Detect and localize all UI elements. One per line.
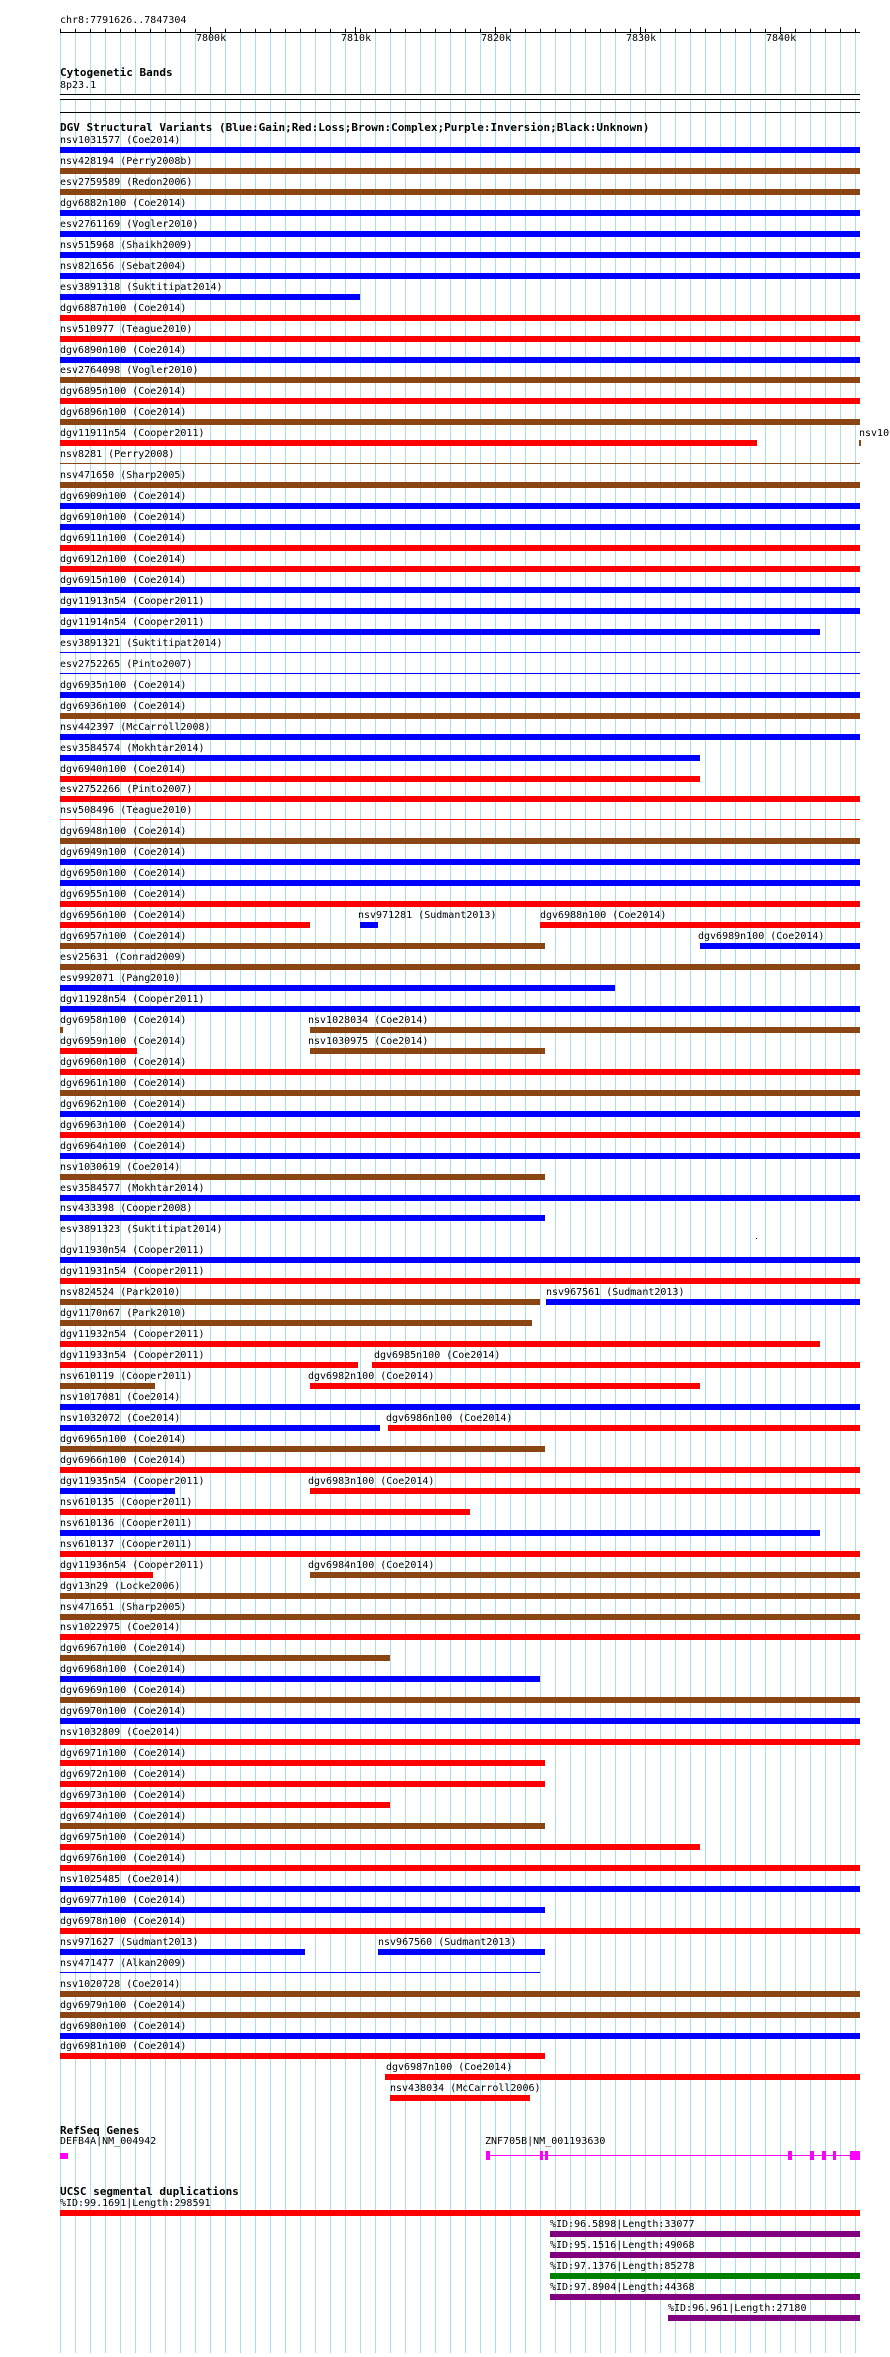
sv-bar[interactable] <box>60 673 860 674</box>
sv-label: nsv824524 (Park2010) <box>60 1287 181 1298</box>
sv-bar[interactable] <box>60 1907 545 1913</box>
sv-label: dgv6955n100 (Coe2014) <box>60 889 187 900</box>
sv-label: nsv610136 (Cooper2011) <box>60 1518 193 1529</box>
sv-label: dgv6967n100 (Coe2014) <box>60 1643 187 1654</box>
sv-label: nsv610137 (Cooper2011) <box>60 1539 193 1550</box>
sv-bar[interactable] <box>60 419 860 425</box>
sv-label: dgv6987n100 (Coe2014) <box>386 2062 513 2073</box>
segdup-label: %ID:97.1376|Length:85278 <box>550 2261 695 2272</box>
ruler-minor-tick <box>435 29 436 33</box>
sv-bar[interactable] <box>546 1299 860 1305</box>
sv-label: dgv6915n100 (Coe2014) <box>60 575 187 586</box>
sv-label: nsv471650 (Sharp2005) <box>60 470 187 481</box>
sv-label: nsv1017081 (Coe2014) <box>60 1392 181 1403</box>
sv-label: dgv6989n100 (Coe2014) <box>698 931 825 942</box>
cytoband-label: 8p23.1 <box>60 80 97 91</box>
sv-bar[interactable] <box>60 1132 860 1138</box>
sv-bar[interactable] <box>310 1383 700 1389</box>
sv-bar[interactable] <box>60 189 860 195</box>
sv-label: dgv6984n100 (Coe2014) <box>308 1560 435 1571</box>
sv-bar[interactable] <box>60 315 860 321</box>
sv-label: dgv11911n54 (Cooper2011) <box>60 428 205 439</box>
sv-label: nsv610119 (Cooper2011) <box>60 1371 193 1382</box>
sv-bar[interactable] <box>756 1238 757 1239</box>
cytoband-bar <box>60 94 860 100</box>
sv-label: dgv6979n100 (Coe2014) <box>60 2000 187 2011</box>
sv-bar[interactable] <box>60 734 860 740</box>
sv-label: nsv438034 (McCarroll2006) <box>390 2083 541 2094</box>
sv-label: dgv6935n100 (Coe2014) <box>60 680 187 691</box>
ruler-minor-tick <box>660 29 661 33</box>
sv-label: nsv428194 (Perry2008b) <box>60 156 193 167</box>
ruler-tick-label: 7830k <box>626 33 657 44</box>
sv-label: dgv6960n100 (Coe2014) <box>60 1057 187 1068</box>
sv-bar[interactable] <box>60 336 860 342</box>
ruler-minor-tick <box>315 29 316 33</box>
sv-label: dgv6940n100 (Coe2014) <box>60 764 187 775</box>
gene-exon <box>540 2151 543 2160</box>
gene-exon <box>788 2151 792 2160</box>
sv-label: nsv1032809 (Coe2014) <box>60 1727 181 1738</box>
ruler-minor-tick <box>705 29 706 33</box>
sv-label: dgv6980n100 (Coe2014) <box>60 2021 187 2032</box>
sv-bar[interactable] <box>60 652 860 653</box>
segdup-label: %ID:95.1516|Length:49068 <box>550 2240 695 2251</box>
sv-label: nsv1030619 (Coe2014) <box>60 1162 181 1173</box>
sv-label: nsv8281 (Perry2008) <box>60 449 175 460</box>
sv-label: dgv6986n100 (Coe2014) <box>386 1413 513 1424</box>
sv-label: dgv6973n100 (Coe2014) <box>60 1790 187 1801</box>
sv-bar[interactable] <box>60 880 860 886</box>
sv-bar[interactable] <box>60 1802 390 1808</box>
sv-label: esv3584574 (Mokhtar2014) <box>60 743 205 754</box>
sv-bar[interactable] <box>60 1174 545 1180</box>
ruler-tick-label: 7820k <box>481 33 512 44</box>
sv-label: dgv6909n100 (Coe2014) <box>60 491 187 502</box>
sv-bar[interactable] <box>60 1195 860 1201</box>
sv-bar[interactable] <box>60 545 860 551</box>
sv-bar[interactable] <box>60 964 860 970</box>
sv-label: dgv6970n100 (Coe2014) <box>60 1706 187 1717</box>
sv-bar[interactable] <box>60 210 860 216</box>
sv-bar[interactable] <box>390 2095 530 2101</box>
ruler-minor-tick <box>855 29 856 33</box>
segdup-bar[interactable] <box>668 2315 860 2321</box>
sv-label: nsv1025485 (Coe2014) <box>60 1874 181 1885</box>
cytoband-track-title: Cytogenetic Bands <box>60 66 173 79</box>
sv-label: esv2752266 (Pinto2007) <box>60 784 193 795</box>
ruler-minor-tick <box>675 29 676 33</box>
sv-label: dgv6882n100 (Coe2014) <box>60 198 187 209</box>
sv-label: nsv1022975 (Coe2014) <box>60 1622 181 1633</box>
ruler-minor-tick <box>405 29 406 33</box>
sv-label: dgv11928n54 (Cooper2011) <box>60 994 205 1005</box>
sv-label: dgv6956n100 (Coe2014) <box>60 910 187 921</box>
sv-label: dgv6962n100 (Coe2014) <box>60 1099 187 1110</box>
sv-label: dgv6982n100 (Coe2014) <box>308 1371 435 1382</box>
sv-label: dgv13n29 (Locke2006) <box>60 1581 181 1592</box>
sv-bar[interactable] <box>60 1551 860 1557</box>
sv-label: dgv6887n100 (Coe2014) <box>60 303 187 314</box>
ruler-minor-tick <box>450 29 451 33</box>
sv-label: dgv6975n100 (Coe2014) <box>60 1832 187 1843</box>
sv-label: nsv1020728 (Coe2014) <box>60 1979 181 1990</box>
sv-bar[interactable] <box>60 713 860 719</box>
sv-label: dgv11930n54 (Cooper2011) <box>60 1245 205 1256</box>
ruler-minor-tick <box>300 29 301 33</box>
segdup-label: %ID:96.5898|Length:33077 <box>550 2219 695 2230</box>
sv-bar[interactable] <box>60 1404 860 1410</box>
ruler-minor-tick <box>285 29 286 33</box>
ruler-minor-tick <box>375 29 376 33</box>
sv-bar[interactable] <box>60 1467 860 1473</box>
ruler-minor-tick <box>60 29 61 33</box>
sv-bar[interactable] <box>310 1572 860 1578</box>
sv-label: dgv11936n54 (Cooper2011) <box>60 1560 205 1571</box>
sv-label: dgv6896n100 (Coe2014) <box>60 407 187 418</box>
sv-label: nsv10 <box>859 428 890 439</box>
sv-label: dgv6966n100 (Coe2014) <box>60 1455 187 1466</box>
sv-bar[interactable] <box>60 1655 390 1661</box>
sv-label: nsv508496 (Teague2010) <box>60 805 193 816</box>
sv-label: nsv442397 (McCarroll2008) <box>60 722 211 733</box>
sv-bar[interactable] <box>60 357 860 363</box>
sv-label: dgv11932n54 (Cooper2011) <box>60 1329 205 1340</box>
sv-bar[interactable] <box>60 1509 470 1515</box>
sv-label: nsv1028034 (Coe2014) <box>308 1015 429 1026</box>
gene-exon <box>822 2151 826 2160</box>
sv-bar[interactable] <box>60 1069 860 1075</box>
sv-bar[interactable] <box>60 1865 860 1871</box>
sv-bar[interactable] <box>60 1844 700 1850</box>
sv-bar[interactable] <box>310 1027 860 1033</box>
sv-bar[interactable] <box>60 2033 860 2039</box>
ruler-minor-tick <box>735 29 736 33</box>
segdup-track-title: UCSC segmental duplications <box>60 2185 239 2198</box>
sv-bar[interactable] <box>60 2053 545 2059</box>
sv-label: esv2752265 (Pinto2007) <box>60 659 193 670</box>
sv-label: dgv6985n100 (Coe2014) <box>374 1350 501 1361</box>
ruler-minor-tick <box>390 29 391 33</box>
ruler-coordinates: chr8:7791626..7847304 <box>60 15 187 26</box>
ruler-minor-tick <box>165 29 166 33</box>
sv-bar[interactable] <box>859 440 861 446</box>
gene-exon <box>810 2151 814 2160</box>
sv-bar[interactable] <box>60 1972 540 1973</box>
sv-bar[interactable] <box>60 482 860 488</box>
sv-label: esv25631 (Conrad2009) <box>60 952 187 963</box>
ruler-minor-tick <box>105 29 106 33</box>
sv-bar[interactable] <box>60 859 860 865</box>
sv-label: nsv1030975 (Coe2014) <box>308 1036 429 1047</box>
ruler-minor-tick <box>840 29 841 33</box>
sv-bar[interactable] <box>60 1215 545 1221</box>
sv-label: dgv6965n100 (Coe2014) <box>60 1434 187 1445</box>
sv-bar[interactable] <box>60 1718 860 1724</box>
sv-label: nsv515968 (Shaikh2009) <box>60 240 193 251</box>
ruler-minor-tick <box>825 29 826 33</box>
ruler-minor-tick <box>330 29 331 33</box>
sv-label: nsv971281 (Sudmant2013) <box>358 910 497 921</box>
sv-bar[interactable] <box>60 1111 860 1117</box>
sv-label: nsv510977 (Teague2010) <box>60 324 193 335</box>
sv-bar[interactable] <box>60 629 820 635</box>
sv-label: esv2764098 (Vogler2010) <box>60 365 199 376</box>
gene-exon <box>850 2151 860 2160</box>
sv-bar[interactable] <box>60 819 860 820</box>
sv-label: esv2761169 (Vogler2010) <box>60 219 199 230</box>
sv-bar[interactable] <box>60 608 860 614</box>
sv-bar[interactable] <box>310 1488 860 1494</box>
sv-bar[interactable] <box>60 838 860 844</box>
sv-label: dgv6890n100 (Coe2014) <box>60 345 187 356</box>
sv-label: dgv6968n100 (Coe2014) <box>60 1664 187 1675</box>
gene-exon <box>545 2151 548 2160</box>
ruler-tick-label: 7840k <box>766 33 797 44</box>
sv-bar[interactable] <box>378 1949 545 1955</box>
sv-label: nsv471477 (Alkan2009) <box>60 1958 187 1969</box>
ruler-minor-tick <box>255 29 256 33</box>
sv-bar[interactable] <box>60 252 860 258</box>
sv-bar[interactable] <box>60 168 860 174</box>
ruler-minor-tick <box>135 29 136 33</box>
sv-bar[interactable] <box>60 1823 545 1829</box>
sv-label: dgv11931n54 (Cooper2011) <box>60 1266 205 1277</box>
sv-label: esv3891321 (Suktitipat2014) <box>60 638 223 649</box>
ruler-minor-tick <box>690 29 691 33</box>
sv-bar[interactable] <box>60 1676 540 1682</box>
sv-bar[interactable] <box>60 922 310 928</box>
sv-label: nsv1031577 (Coe2014) <box>60 135 181 146</box>
sv-bar[interactable] <box>60 1949 305 1955</box>
sv-label: nsv967561 (Sudmant2013) <box>546 1287 685 1298</box>
segdup-label: %ID:96.961|Length:27180 <box>668 2303 807 2314</box>
sv-bar[interactable] <box>540 922 860 928</box>
sv-label: nsv1032072 (Coe2014) <box>60 1413 181 1424</box>
sv-bar[interactable] <box>60 231 860 237</box>
sv-bar[interactable] <box>60 1739 860 1745</box>
sv-label: esv992071 (Pang2010) <box>60 973 181 984</box>
sv-label: dgv6958n100 (Coe2014) <box>60 1015 187 1026</box>
sv-label: dgv6961n100 (Coe2014) <box>60 1078 187 1089</box>
sv-bar[interactable] <box>60 1781 545 1787</box>
sv-bar[interactable] <box>60 273 860 279</box>
sv-label: dgv6976n100 (Coe2014) <box>60 1853 187 1864</box>
sv-bar[interactable] <box>60 1090 860 1096</box>
sv-label: esv3891323 (Suktitipat2014) <box>60 1224 223 1235</box>
sv-label: dgv6964n100 (Coe2014) <box>60 1141 187 1152</box>
sv-bar[interactable] <box>60 1697 860 1703</box>
sv-label: dgv6959n100 (Coe2014) <box>60 1036 187 1047</box>
sv-bar[interactable] <box>60 1048 137 1054</box>
segdup-label: %ID:97.8904|Length:44368 <box>550 2282 695 2293</box>
sv-label: dgv11933n54 (Cooper2011) <box>60 1350 205 1361</box>
sv-bar[interactable] <box>388 1425 860 1431</box>
gene-label: DEFB4A|NM_004942 <box>60 2136 157 2147</box>
sv-label: dgv1170n67 (Park2010) <box>60 1308 187 1319</box>
sv-bar[interactable] <box>60 1572 153 1578</box>
segdup-bar[interactable] <box>60 2210 860 2216</box>
sv-label: dgv6950n100 (Coe2014) <box>60 868 187 879</box>
sv-bar[interactable] <box>60 1320 532 1326</box>
sv-bar[interactable] <box>60 1341 820 1347</box>
sv-label: nsv967560 (Sudmant2013) <box>378 1937 517 1948</box>
sv-label: dgv6912n100 (Coe2014) <box>60 554 187 565</box>
sv-bar[interactable] <box>60 1614 860 1620</box>
ruler-minor-tick <box>120 29 121 33</box>
ruler-minor-tick <box>615 29 616 33</box>
sv-bar[interactable] <box>60 1593 860 1599</box>
sv-label: nsv471651 (Sharp2005) <box>60 1602 187 1613</box>
sv-label: dgv6895n100 (Coe2014) <box>60 386 187 397</box>
sv-bar[interactable] <box>60 1991 860 1997</box>
sv-bar[interactable] <box>60 398 860 404</box>
sv-bar[interactable] <box>60 985 615 991</box>
segdup-label: %ID:99.1691|Length:298591 <box>60 2198 211 2209</box>
ruler-minor-tick <box>570 29 571 33</box>
sv-bar[interactable] <box>60 377 860 383</box>
sv-bar[interactable] <box>60 1153 860 1159</box>
sv-label: nsv433398 (Cooper2008) <box>60 1203 193 1214</box>
sv-bar[interactable] <box>60 755 700 761</box>
segdup-bar[interactable] <box>550 2231 860 2237</box>
sv-label: nsv610135 (Cooper2011) <box>60 1497 193 1508</box>
sv-label: dgv6957n100 (Coe2014) <box>60 931 187 942</box>
sv-bar[interactable] <box>60 1928 860 1934</box>
sv-bar[interactable] <box>60 463 860 464</box>
sv-bar[interactable] <box>60 776 700 782</box>
ruler-minor-tick <box>750 29 751 33</box>
gene-exon <box>486 2151 490 2160</box>
gene-label: ZNF705B|NM_001193630 <box>485 2136 606 2147</box>
sv-bar[interactable] <box>60 2012 860 2018</box>
sv-label: dgv6949n100 (Coe2014) <box>60 847 187 858</box>
sv-label: dgv6936n100 (Coe2014) <box>60 701 187 712</box>
sv-bar[interactable] <box>60 1362 358 1368</box>
sv-bar[interactable] <box>60 1760 545 1766</box>
sv-bar[interactable] <box>60 440 757 446</box>
sv-bar[interactable] <box>360 922 378 928</box>
sv-bar[interactable] <box>372 1362 860 1368</box>
segdup-bar[interactable] <box>550 2252 860 2258</box>
sv-bar[interactable] <box>310 1048 545 1054</box>
sv-bar[interactable] <box>60 1488 175 1494</box>
sv-bar[interactable] <box>60 1257 860 1263</box>
ruler-minor-tick <box>555 29 556 33</box>
sv-label: dgv6910n100 (Coe2014) <box>60 512 187 523</box>
sv-bar[interactable] <box>60 1634 860 1640</box>
sv-bar[interactable] <box>60 1425 380 1431</box>
ruler-minor-tick <box>75 29 76 33</box>
ruler-tick-label: 7810k <box>341 33 372 44</box>
sv-bar[interactable] <box>60 1006 860 1012</box>
sv-bar[interactable] <box>60 796 860 802</box>
sv-bar[interactable] <box>60 294 360 300</box>
ruler-minor-tick <box>585 29 586 33</box>
sv-bar[interactable] <box>60 692 860 698</box>
ruler-minor-tick <box>240 29 241 33</box>
sv-label: dgv6978n100 (Coe2014) <box>60 1916 187 1927</box>
sv-label: dgv11914n54 (Cooper2011) <box>60 617 205 628</box>
sv-label: dgv6948n100 (Coe2014) <box>60 826 187 837</box>
gene-model[interactable] <box>60 2153 68 2159</box>
sv-label: dgv6974n100 (Coe2014) <box>60 1811 187 1822</box>
track-separator <box>60 112 860 113</box>
sv-bar[interactable] <box>60 1027 63 1033</box>
sv-bar[interactable] <box>60 1383 155 1389</box>
ruler-minor-tick <box>180 29 181 33</box>
ruler-minor-tick <box>720 29 721 33</box>
sv-label: dgv6988n100 (Coe2014) <box>540 910 667 921</box>
sv-bar[interactable] <box>385 2074 860 2080</box>
ruler-minor-tick <box>270 29 271 33</box>
ruler-minor-tick <box>90 29 91 33</box>
segdup-bar[interactable] <box>550 2273 860 2279</box>
sv-label: dgv6971n100 (Coe2014) <box>60 1748 187 1759</box>
sv-bar[interactable] <box>60 901 860 907</box>
ruler-tick-label: 7800k <box>196 33 227 44</box>
sv-label: nsv821656 (Sebat2004) <box>60 261 187 272</box>
ruler-minor-tick <box>420 29 421 33</box>
sv-label: esv3584577 (Mokhtar2014) <box>60 1183 205 1194</box>
sv-bar[interactable] <box>60 503 860 509</box>
ruler-minor-tick <box>150 29 151 33</box>
sv-bar[interactable] <box>60 587 860 593</box>
sv-bar[interactable] <box>60 1886 860 1892</box>
sv-label: dgv11935n54 (Cooper2011) <box>60 1476 205 1487</box>
sv-label: esv3891318 (Suktitipat2014) <box>60 282 223 293</box>
refseq-track-title: RefSeq Genes <box>60 2124 140 2137</box>
sv-bar[interactable] <box>60 566 860 572</box>
sv-label: dgv6963n100 (Coe2014) <box>60 1120 187 1131</box>
sv-bar[interactable] <box>60 1530 820 1536</box>
sv-bar[interactable] <box>60 147 860 153</box>
sv-label: dgv6983n100 (Coe2014) <box>308 1476 435 1487</box>
sv-label: dgv11913n54 (Cooper2011) <box>60 596 205 607</box>
gene-exon <box>833 2151 836 2160</box>
sv-label: dgv6972n100 (Coe2014) <box>60 1769 187 1780</box>
sv-label: dgv6969n100 (Coe2014) <box>60 1685 187 1696</box>
sv-label: dgv6977n100 (Coe2014) <box>60 1895 187 1906</box>
sv-bar[interactable] <box>60 943 545 949</box>
sv-bar[interactable] <box>60 524 860 530</box>
sv-bar[interactable] <box>60 1278 860 1284</box>
dgv-track-title: DGV Structural Variants (Blue:Gain;Red:Loss;Brown:Complex;Purple:Inversion;Black:Unknown) <box>60 121 650 134</box>
sv-label: dgv6981n100 (Coe2014) <box>60 2041 187 2052</box>
ruler-minor-tick <box>810 29 811 33</box>
sv-bar[interactable] <box>60 1446 545 1452</box>
sv-bar[interactable] <box>700 943 860 949</box>
sv-label: esv2759589 (Redon2006) <box>60 177 193 188</box>
ruler-minor-tick <box>540 29 541 33</box>
ruler-minor-tick <box>600 29 601 33</box>
ruler-minor-tick <box>525 29 526 33</box>
sv-label: nsv971627 (Sudmant2013) <box>60 1937 199 1948</box>
segdup-bar[interactable] <box>550 2294 860 2300</box>
sv-label: dgv6911n100 (Coe2014) <box>60 533 187 544</box>
ruler-minor-tick <box>465 29 466 33</box>
sv-bar[interactable] <box>60 1299 540 1305</box>
